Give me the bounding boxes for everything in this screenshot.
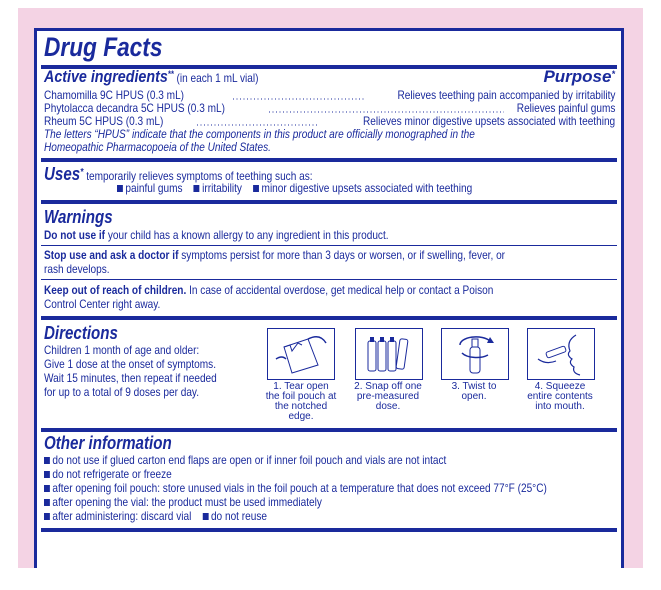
stop-use-warning-line2: rash develops. bbox=[44, 262, 110, 276]
purpose-heading: Purpose* bbox=[543, 67, 615, 86]
directions-line: Give 1 dose at the onset of symptoms. bbox=[44, 357, 217, 371]
dot-leaders bbox=[37, 31, 621, 141]
hpus-note-line2: Homeopathic Pharmacopoeia of the United States. bbox=[44, 140, 271, 154]
ingredient-row: Phytolacca decandra 5C HPUS (0.3 mL) Relieves painful gums bbox=[44, 101, 615, 115]
warnings-heading: Warnings bbox=[44, 207, 113, 227]
section-rule bbox=[41, 428, 617, 432]
warning-divider bbox=[41, 279, 617, 280]
list-item: minor digestive upsets associated with teething bbox=[253, 181, 472, 195]
section-rule bbox=[41, 316, 617, 320]
vial-squeeze-mouth-icon bbox=[527, 328, 595, 380]
list-item: after administering: discard vial do not reuse bbox=[44, 510, 309, 523]
stop-use-warning: Stop use and ask a doctor if symptoms persist for more than 3 days or worsen, or if swelling, fever, or bbox=[44, 248, 506, 262]
step-caption: 2. Snap off one pre-measured dose. bbox=[354, 381, 422, 412]
vial-strip-snap-icon bbox=[355, 328, 423, 380]
drug-facts-title: Drug Facts bbox=[44, 32, 163, 62]
directions-heading: Directions bbox=[44, 323, 118, 343]
directions-line: Children 1 month of age and older: bbox=[44, 343, 200, 357]
drug-facts-panel bbox=[34, 28, 624, 568]
keep-out-warning: Keep out of reach of children. In case of accidental overdose, get medical help or contact a Poison bbox=[44, 283, 494, 297]
step-caption: 3. Twist to open. bbox=[451, 381, 497, 402]
other-information-heading: Other information bbox=[44, 433, 172, 453]
section-rule bbox=[41, 200, 617, 204]
foil-pouch-tear-icon bbox=[267, 328, 335, 380]
uses-heading: Uses* temporarily relieves symptoms of teething such as: bbox=[44, 164, 313, 184]
do-not-use-warning: Do not use if your child has a known allergy to any ingredient in this product. bbox=[44, 228, 389, 242]
ingredient-row: Chamomilla 9C HPUS (0.3 mL) Relieves teething pain accompanied by irritability bbox=[44, 88, 615, 102]
directions-line: Wait 15 minutes, then repeat if needed bbox=[44, 371, 217, 385]
warning-divider bbox=[41, 245, 617, 246]
list-item: do not refrigerate or freeze bbox=[44, 468, 196, 481]
active-ingredients-heading: Active ingredients** (in each 1 mL vial) bbox=[44, 67, 259, 86]
vial-twist-icon bbox=[441, 328, 509, 380]
ingredient-row: Rheum 5C HPUS (0.3 mL) Relieves minor digestive upsets associated with teething bbox=[44, 114, 615, 128]
list-item: irritability bbox=[194, 181, 242, 195]
list-item: after opening foil pouch: store unused vials in the foil pouch at a temperature that does not exceed 77°F (25°C) bbox=[44, 482, 624, 495]
section-rule bbox=[41, 528, 617, 532]
step-caption: 1. Tear open the foil pouch at the notched edge. bbox=[265, 381, 337, 422]
directions-line: for up to a total of 9 doses per day. bbox=[44, 385, 200, 399]
list-item: after opening the vial: the product must be used immediately bbox=[44, 496, 375, 509]
list-item: do not use if glued carton end flaps are open or if inner foil pouch and vials are not intact bbox=[44, 454, 523, 467]
uses-list bbox=[117, 182, 540, 195]
hpus-note: The letters “HPUS” indicate that the components in this product are officially monographed in the bbox=[44, 127, 475, 141]
keep-out-warning-line2: Control Center right away. bbox=[44, 297, 161, 311]
list-item: painful gums bbox=[117, 181, 183, 195]
step-caption: 4. Squeeze entire contents into mouth. bbox=[527, 381, 593, 412]
section-rule bbox=[41, 158, 617, 162]
